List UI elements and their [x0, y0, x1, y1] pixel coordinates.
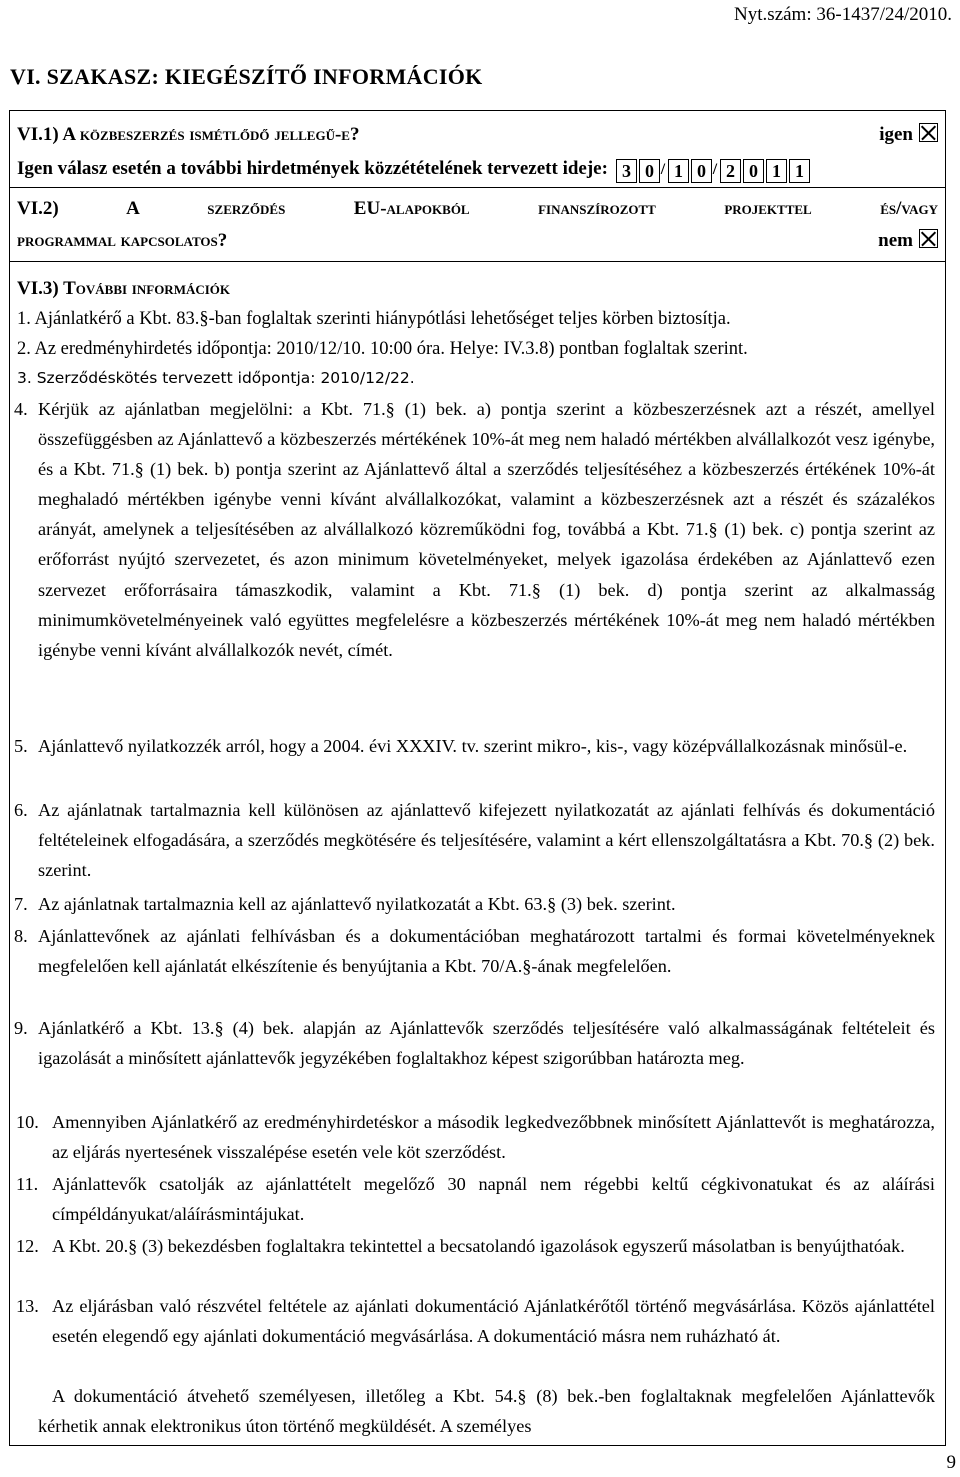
date-digit: 2 [720, 159, 741, 183]
list-item-number: 9. [14, 1018, 28, 1038]
list-item-text: Ajánlattevő nyilatkozzék arról, hogy a 2004. évi XXXIV. tv. szerint mikro-, kis-, vagy középvállalkozásnak minősül-e. [38, 736, 908, 756]
list-item-9 [14, 1013, 935, 1073]
list-item-text: Az ajánlatnak tartalmaznia kell az ajánlattevő nyilatkozatát a Kbt. 63.§ (3) bek. szerint. [38, 894, 676, 914]
list-item-number: 13. [16, 1296, 39, 1316]
date-digit: 1 [766, 159, 787, 183]
checked-box-icon[interactable] [919, 123, 938, 142]
vi1-followup [17, 157, 938, 183]
planned-date-boxes[interactable] [614, 159, 810, 183]
document-reference-number: Nyt.szám: 36-1437/24/2010. [734, 4, 952, 25]
date-digit: 0 [691, 159, 712, 183]
list-item-text: Ajánlatkérő a Kbt. 13.§ (4) bek. alapján az Ajánlattevők szerződés teljesítésére való alkalmasságának feltételeit és igazolását a minősített ajánlattevők jegyzékében foglaltakhoz képest szigorúbban határozta meg. [38, 1018, 935, 1069]
list-item-number: 6. [14, 800, 28, 820]
list-item-10 [16, 1107, 935, 1167]
date-digit: 0 [639, 159, 660, 183]
list-item-text: Az ajánlatnak tartalmaznia kell különösen az ajánlattevő kifejezett nyilatkozatát az ajánlati felhívás és dokumentáció feltételeinek elfogadására, a szerződés megkötésére és teljesítésére, valamint a kért ellenszolgáltatásra a Kbt. 70.§ (2) bek. szerint. [38, 800, 935, 881]
date-digit: 1 [789, 159, 810, 183]
list-item-number: 12. [16, 1236, 39, 1256]
list-item-text: A Kbt. 20.§ (3) bekezdésben foglaltakra tekintettel a becsatolandó igazolások egyszerű másolatban is benyújthatóak. [52, 1236, 905, 1256]
vi3-item-2: 2. Az eredményhirdetés időpontja: 2010/12/10. 10:00 óra. Helye: IV.3.8) pontban foglaltak szerint. [17, 339, 748, 359]
date-separator: / [712, 161, 718, 178]
list-item-text: Az eljárásban való részvétel feltétele az ajánlati dokumentáció Ajánlatkérőtől történő megvásárlása. Közös ajánlattétel esetén elegendő egy ajánlati dokumentáció megvásárlása. A dokumentáció másra nem ruházható át. [52, 1296, 935, 1347]
list-item-13 [16, 1291, 935, 1351]
date-digit: 1 [668, 159, 689, 183]
list-item-text: Ajánlattevőnek az ajánlati felhívásban és a dokumentációban meghatározott tartalmi és formai követelményeknek megfelelően kell ajánlatát elkészítenie és benyújtania a Kbt. 70/A.§-ának megfelelően. [38, 926, 935, 977]
list-item-number: 11. [16, 1174, 39, 1194]
list-item-12 [16, 1231, 935, 1261]
list-item-7 [14, 889, 935, 919]
page-number: 9 [946, 1452, 956, 1473]
date-separator: / [660, 161, 666, 178]
vi2-answer-label: nem [878, 230, 913, 251]
list-item-6 [14, 795, 935, 885]
checked-box-icon[interactable] [919, 229, 938, 248]
vi1-answer-label: igen [879, 124, 913, 145]
section-frame [9, 110, 946, 1446]
divider [10, 261, 945, 262]
divider [10, 187, 945, 188]
list-item-8 [14, 921, 935, 981]
list-item-number: 10. [16, 1112, 39, 1132]
list-item-4 [14, 394, 935, 665]
date-digit: 0 [743, 159, 764, 183]
section-title: VI. SZAKASZ: KIEGÉSZÍTŐ INFORMÁCIÓK [10, 64, 483, 89]
list-item-number: 5. [14, 736, 28, 756]
list-item-11 [16, 1169, 935, 1229]
list-item-text: Amennyiben Ajánlatkérő az eredményhirdetéskor a második legkedvezőbbnek minősített Ajánlattevőt is meghatározza, az eljárás nyertesének visszalépése esetén vele köt szerződést. [52, 1112, 935, 1163]
vi1-followup-label: Igen válasz esetén a további hirdetmények közzétételének tervezett ideje: [17, 158, 608, 179]
vi2-question-line1: VI.2) A szerződés EU-alapokból finanszírozott projekttel és/vagy [17, 198, 938, 219]
list-item-number: 8. [14, 926, 28, 946]
list-item-number: 4. [14, 399, 28, 419]
vi3-item-3: 3. Szerződéskötés tervezett időpontja: 2010/12/22. [17, 369, 415, 387]
continuation-paragraph: A dokumentáció átvehető személyesen, illetőleg a Kbt. 54.§ (8) bek.-ben foglaltaknak megfelelően Ajánlattevők kérhetik annak elektronikus úton történő megküldését. A személyes [38, 1386, 935, 1437]
list-item-text: Kérjük az ajánlatban megjelölni: a Kbt. 71.§ (1) bek. a) pontja szerint a közbeszerzésnek azt a részét, amellyel összefüggésben az Ajánlattevő a közbeszerzés mértékének 10%-át meg nem haladó mértékben alvállalkozót vesz igénybe, és a Kbt. 71.§ (1) bek. b) pontja szerint az Ajánlattevő által a szerződés teljesítéséhez a közbeszerzés értékének 10%-át meghaladó mértékben igénybe venni kívánt alvállalkozókat, valamint a közbeszerzésnek azt a részét és százalékos arányát, amelynek a teljesítésében az alvállalkozó közreműködni fog, továbbá a Kbt. 71.§ (1) bek. c) pontja szerint az erőforrást nyújtó szervezetet, és azon minimum követelményeket, melyek igazolása érdekében az Ajánlattevő ezen szervezet erőforrásaira támaszkodik, valamint a Kbt. 71.§ (1) bek. d) pontja szerint az alkalmasság minimumkövetelményeinek való együttes megfelelésre a közbeszerzés mértékének 10%-át meg nem haladó mértékben igénybe venni kívánt alvállalkozók nevét, címét. [38, 399, 935, 660]
vi1-answer [879, 123, 938, 146]
list-item-text: Ajánlattevők csatolják az ajánlattételt megelőző 30 napnál nem régebbi keltű cégkivonatukat és az aláírási címpéldányukat/aláírásmintájukat. [52, 1174, 935, 1225]
vi1-question: VI.1) A közbeszerzés ismétlődő jellegű-e? [17, 124, 360, 145]
vi3-item-1: 1. Ajánlatkérő a Kbt. 83.§-ban foglaltak szerinti hiánypótlási lehetőséget teljes körben biztosítja. [17, 309, 731, 329]
list-item-5 [14, 731, 935, 761]
date-digit: 3 [616, 159, 637, 183]
vi2-answer [878, 229, 938, 252]
vi2-question-line2: programmal kapcsolatos? [17, 230, 228, 251]
list-item-number: 7. [14, 894, 28, 914]
vi3-title: VI.3) További információk [17, 278, 231, 299]
